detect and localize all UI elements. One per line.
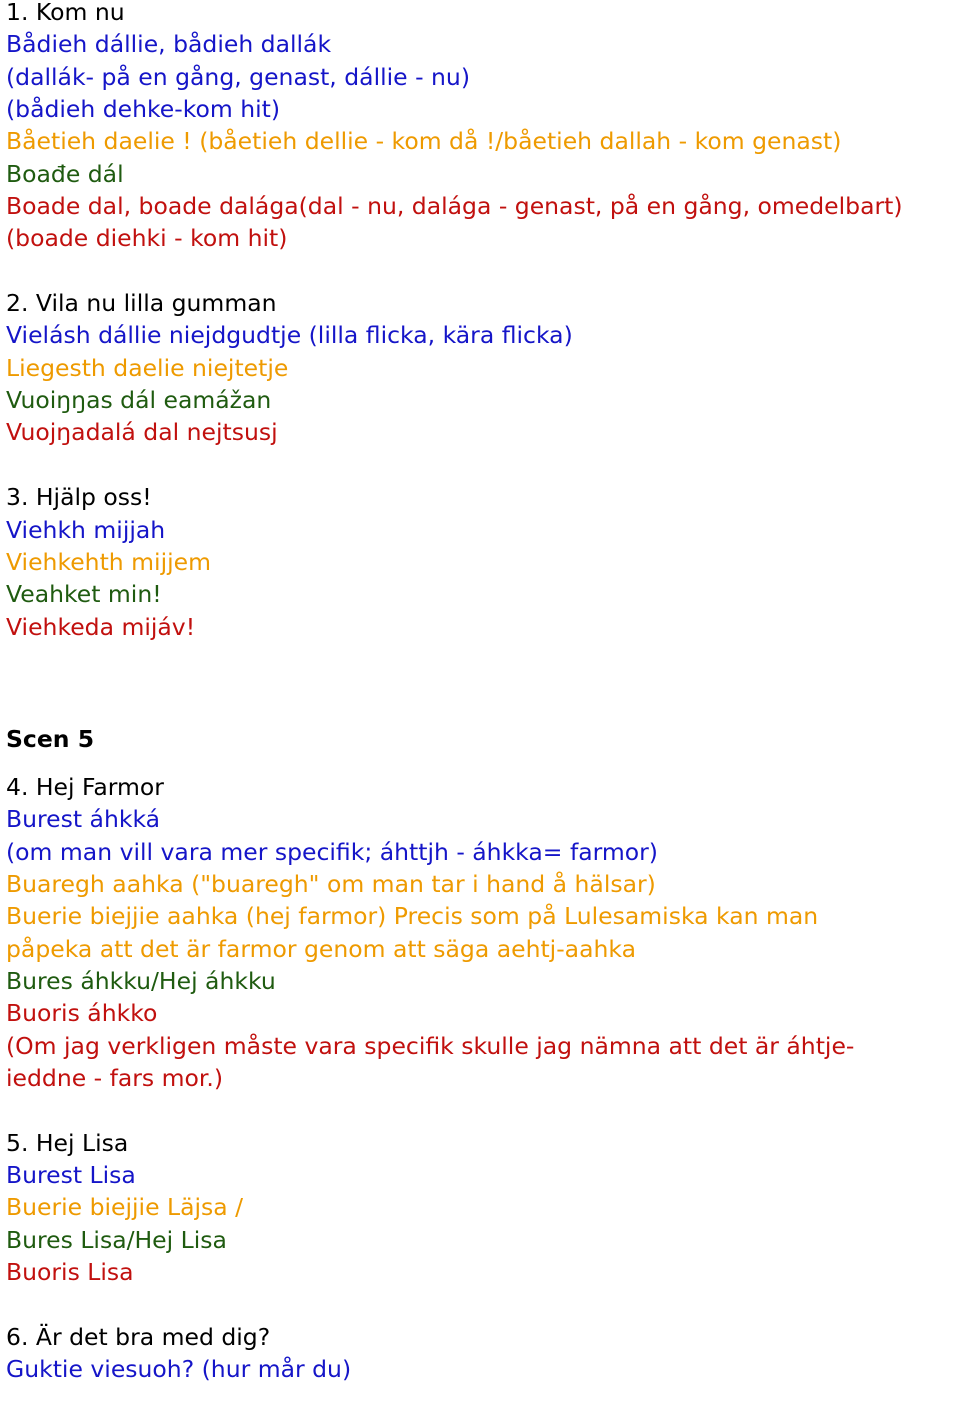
phrase-line: Buoris áhkko — [6, 999, 158, 1028]
section-5-title: 5. Hej Lisa — [6, 1128, 129, 1157]
section-4-title: 4. Hej Farmor — [6, 772, 164, 801]
phrase-line: (om man vill vara mer specifik; áhttjh - áhkka= farmor) — [6, 837, 658, 866]
phrase-line: Bures Lisa/Hej Lisa — [6, 1225, 227, 1254]
document-page — [6, 0, 956, 1385]
phrase-line: Burest Lisa — [6, 1161, 136, 1189]
phrase-line: Buaregh aahka ("buaregh" om man tar i hand å hälsar) — [6, 869, 656, 898]
phrase-line: Guktie viesuoh? (hur mår du) — [6, 1355, 352, 1384]
phrase-line: Burest áhkká — [6, 805, 161, 834]
phrase-line: påpeka att det är farmor genom att säga aehtj-aahka — [6, 934, 636, 963]
phrase-line: Buerie biejjie Läjsa / — [6, 1193, 244, 1222]
section-2-title: 2. Vila nu lilla gumman — [6, 289, 277, 318]
spacer — [6, 643, 956, 719]
phrase-line: (dallák- på en gång, genast, dállie - nu) — [6, 62, 470, 91]
scene-heading: Scen 5 — [6, 724, 95, 753]
phrase-line: (boade diehki - kom hit) — [6, 224, 288, 253]
phrase-line: ieddne - fars mor.) — [6, 1063, 224, 1092]
section-1-title: 1. Kom nu — [6, 0, 125, 26]
phrase-line: Vuoiŋŋas dál eamážan — [6, 386, 272, 415]
phrase-line: Buoris Lisa — [6, 1258, 134, 1287]
spacer — [6, 1094, 956, 1126]
phrase-line: Viehkeda mijáv! — [6, 612, 196, 641]
phrase-line: Viehkh mijjah — [6, 515, 166, 544]
spacer — [6, 255, 956, 287]
spacer — [6, 449, 956, 481]
phrase-line: Buerie biejjie aahka (hej farmor) Precis som på Lulesamiska kan man — [6, 902, 819, 931]
phrase-line: (bådieh dehke-kom hit) — [6, 95, 281, 124]
phrase-line: (Om jag verkligen måste vara specifik skulle jag nämna att det är áhtje- — [6, 1031, 855, 1060]
section-6-title: 6. Är det bra med dig? — [6, 1322, 271, 1351]
phrase-line: Vuojŋadalá dal nejtsusj — [6, 418, 278, 447]
phrase-line: Vielásh dállie niejdgudtje (lilla flicka, kära flicka) — [6, 321, 573, 350]
phrase-line: Veahket min! — [6, 580, 162, 609]
phrase-line: Viehkehth mijjem — [6, 547, 211, 576]
spacer — [6, 759, 956, 771]
phrase-line: Liegesth daelie niejtetje — [6, 353, 289, 382]
phrase-line: Bures áhkku/Hej áhkku — [6, 966, 276, 995]
phrase-line: Båetieh daelie ! (båetieh dellie - kom då !/båetieh dallah - kom genast) — [6, 127, 842, 156]
section-3-title: 3. Hjälp oss! — [6, 483, 152, 512]
spacer — [6, 1288, 956, 1320]
phrase-line: Boađe dál — [6, 159, 124, 188]
phrase-line: Bådieh dállie, bådieh dallák — [6, 30, 332, 59]
phrase-line: Boade dal, boade dalága(dal - nu, dalága - genast, på en gång, omedelbart) — [6, 192, 903, 221]
